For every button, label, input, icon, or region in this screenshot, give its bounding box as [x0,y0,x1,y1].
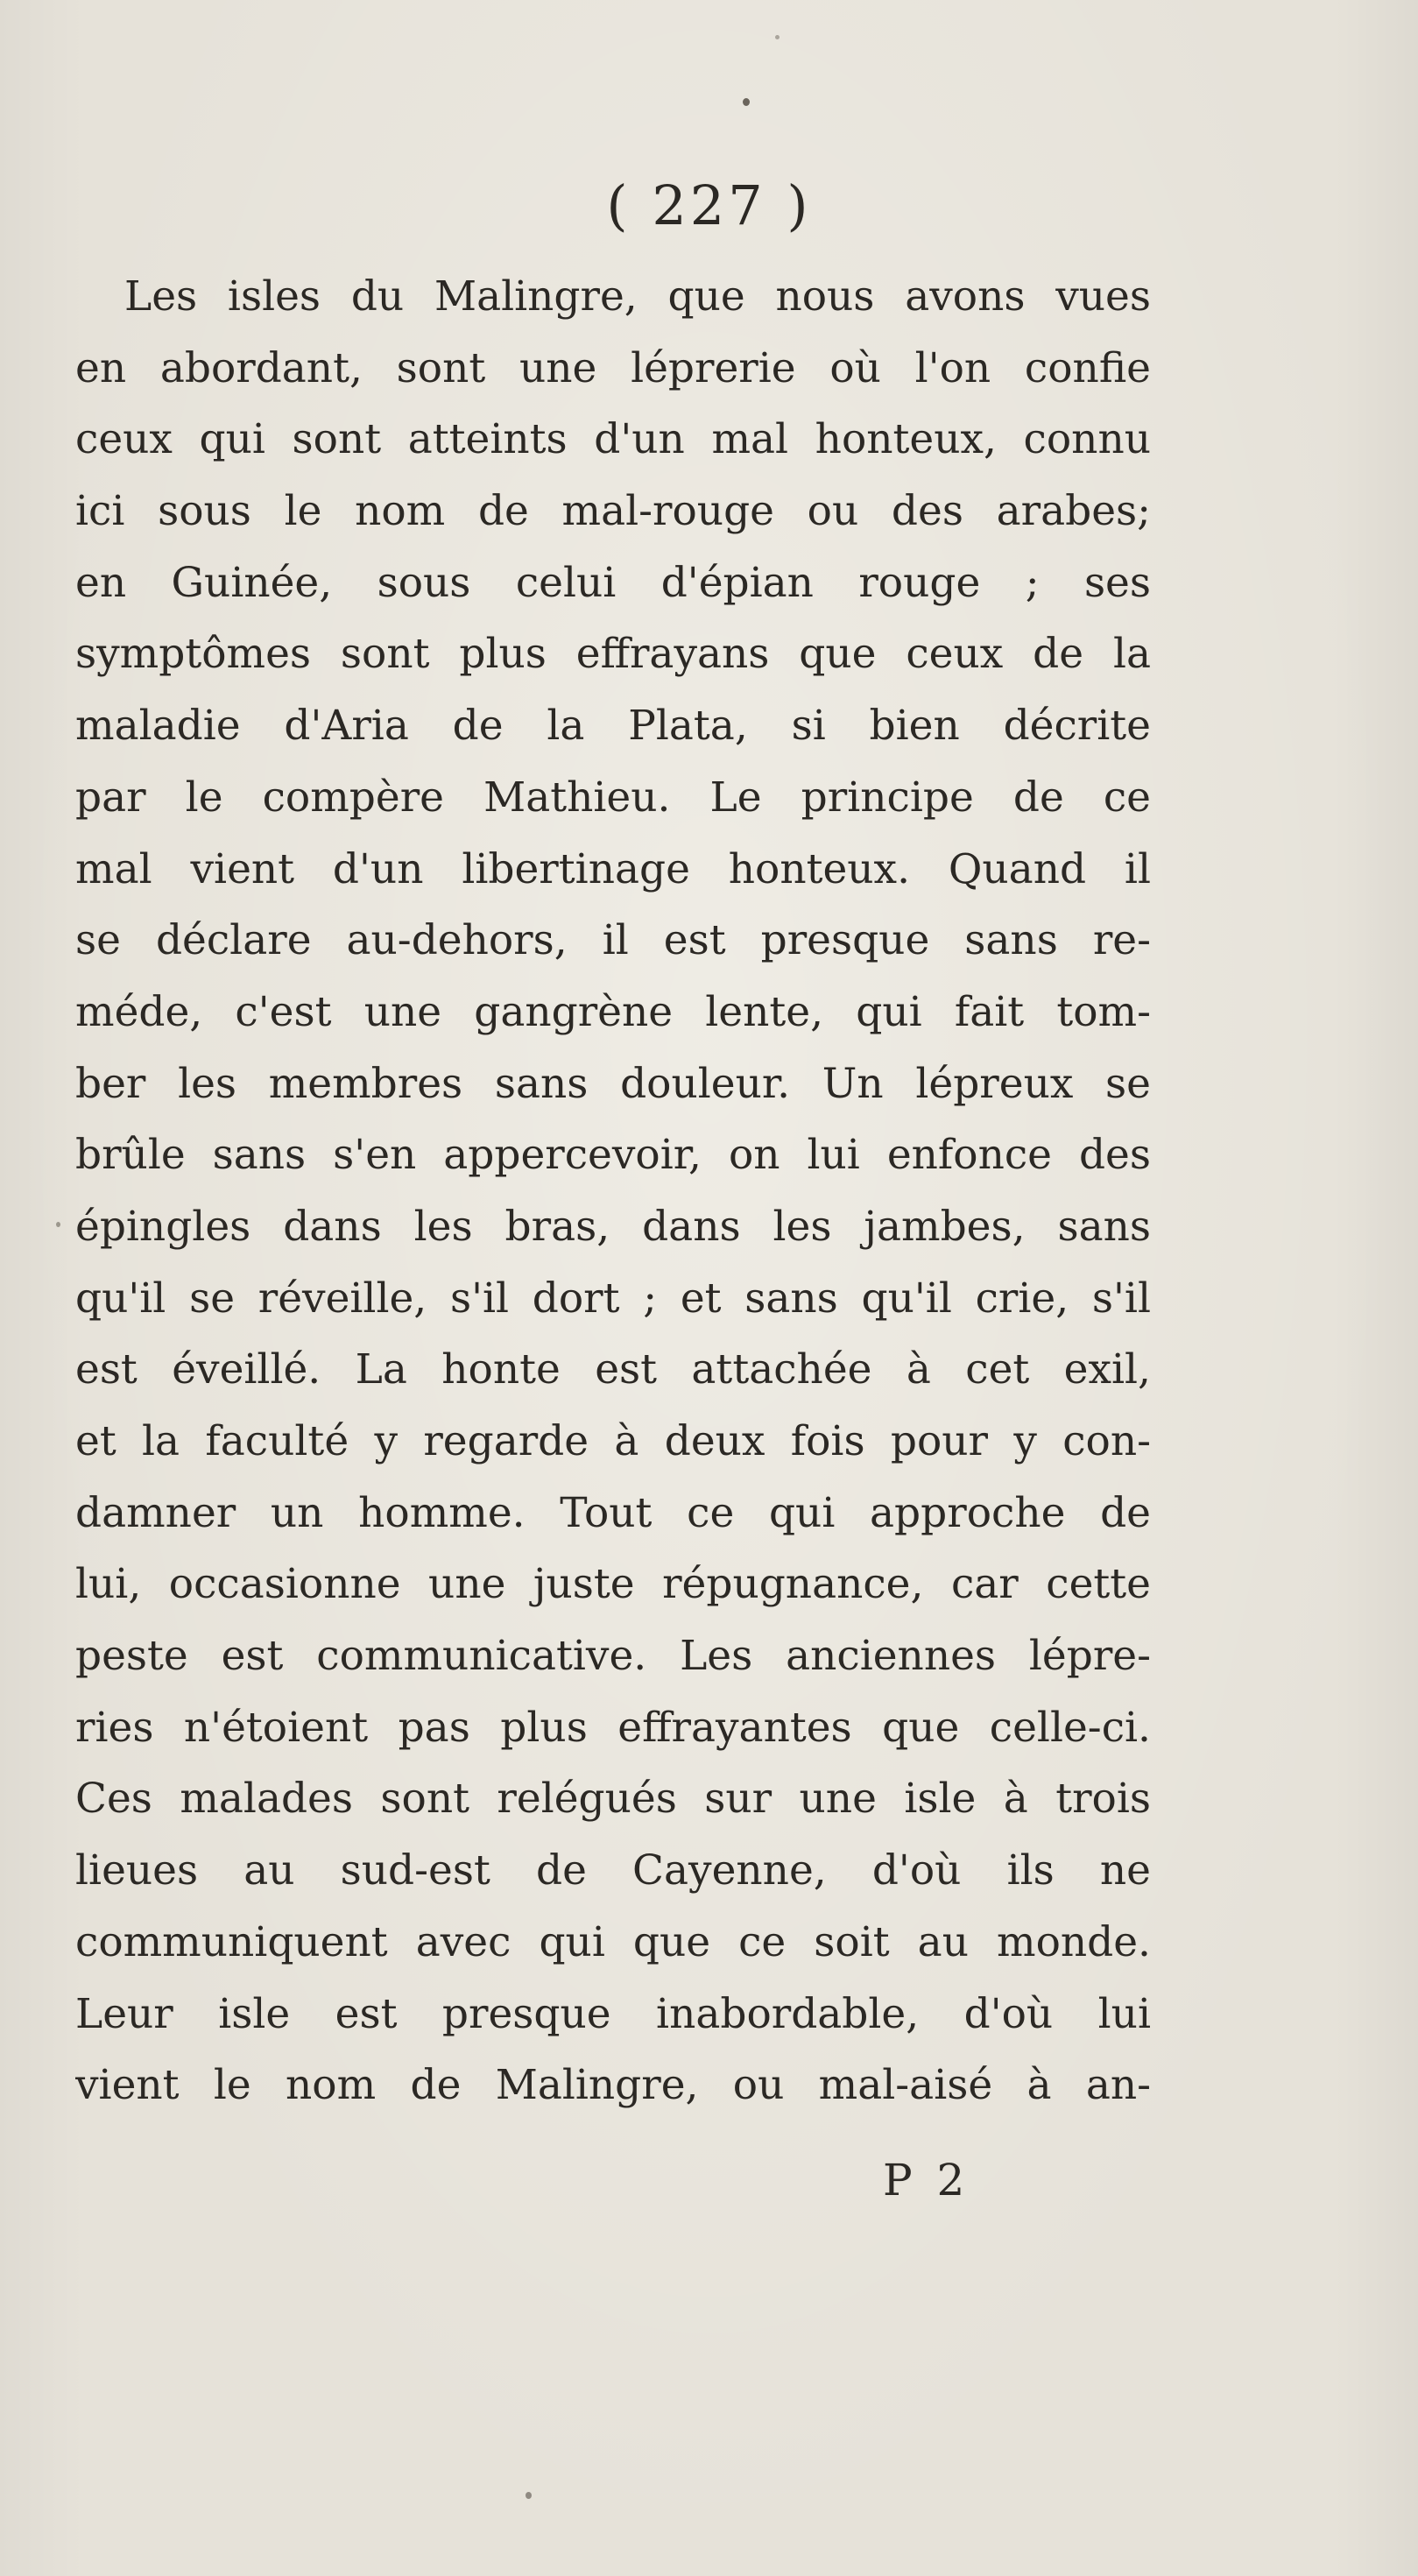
text-line: en abordant, sont une léprerie où l'on confie [75,343,1151,392]
ink-speck [56,1222,60,1227]
text-line: brûle sans s'en appercevoir, on lui enfonce des [75,1131,1151,1180]
text-line: ries n'étoient pas plus effrayantes que celle-ci. [75,1703,1151,1752]
text-line: peste est communicative. Les anciennes lépre- [75,1632,1151,1681]
text-line: Ces malades sont relégués sur une isle à trois [75,1775,1151,1824]
page-number: ( 227 ) [606,173,812,237]
text-line: ceux qui sont atteints d'un mal honteux, connu [75,415,1151,464]
ink-speck [743,98,750,106]
text-line: lui, occasionne une juste répugnance, car cette [75,1560,1151,1609]
text-line: épingles dans les bras, dans les jambes, sans [75,1202,1151,1251]
text-line: Les isles du Malingre, que nous avons vues [124,272,1151,321]
text-line: ber les membres sans douleur. Un lépreux se [75,1059,1151,1108]
text-line: lieues au sud-est de Cayenne, d'où ils ne [75,1846,1151,1895]
text-line: damner un homme. Tout ce qui approche de [75,1488,1151,1537]
body-text [75,261,1151,2121]
text-line: vient le nom de Malingre, ou mal-aisé à an- [75,2061,1151,2110]
text-line: méde, c'est une gangrène lente, qui fait tom- [75,987,1151,1036]
signature-mark: P 2 [883,2155,970,2205]
text-line: maladie d'Aria de la Plata, si bien décrite [75,702,1151,751]
text-line: par le compère Mathieu. Le principe de ce [75,773,1151,822]
text-line: en Guinée, sous celui d'épian rouge ; ses [75,558,1151,607]
ink-speck [526,2492,532,2499]
text-line: ici sous le nom de mal-rouge ou des arabes; [75,487,1151,536]
text-line: mal vient d'un libertinage honteux. Quand il [75,844,1151,893]
text-line: se déclare au-dehors, il est presque sans re- [75,916,1151,965]
text-line: est éveillé. La honte est attachée à cet exil, [75,1345,1151,1394]
text-line: qu'il se réveille, s'il dort ; et sans qu'il crie, s'il [75,1274,1151,1323]
text-line: et la faculté y regarde à deux fois pour y con- [75,1417,1151,1465]
text-line: Leur isle est presque inabordable, d'où lui [75,1989,1151,2038]
text-line: symptômes sont plus effrayans que ceux de la [75,630,1151,679]
ink-speck [775,35,780,39]
text-line: communiquent avec qui que ce soit au monde. [75,1917,1151,1966]
